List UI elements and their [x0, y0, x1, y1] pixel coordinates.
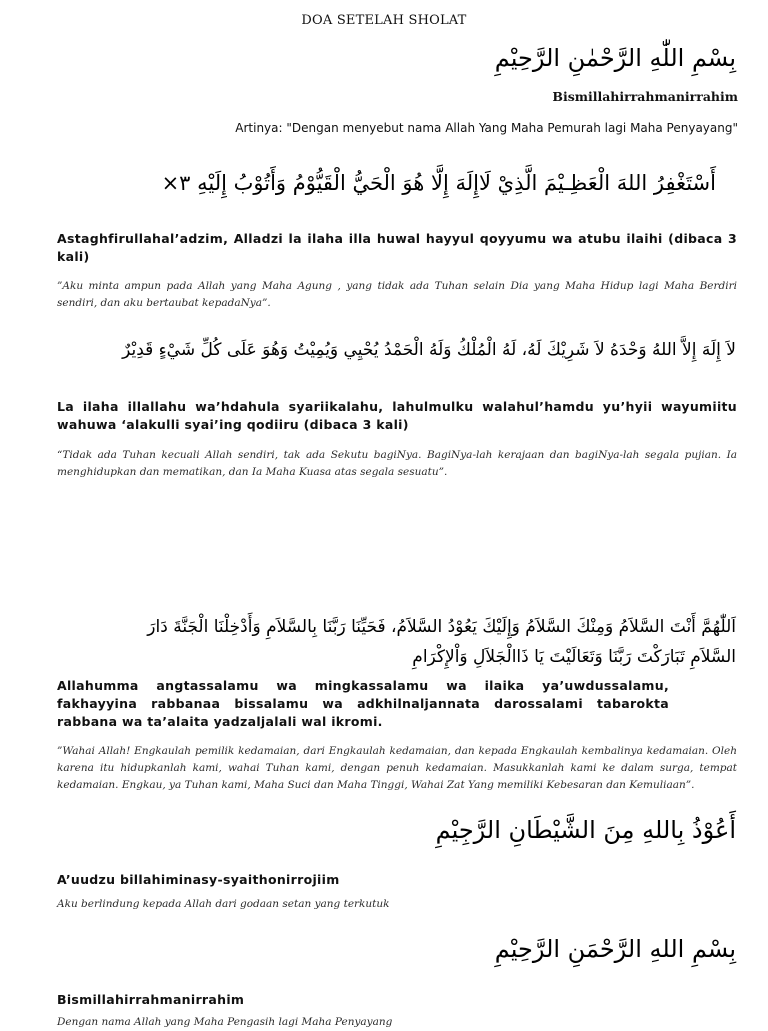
section-4-latin: A’uudzu billahiminasy-syaithonirrojiim: [57, 872, 340, 887]
intro-arabic: بِسْمِ اللّٰهِ الرَّحْمٰنِ الرَّحِيْمِ: [494, 44, 736, 72]
section-4-translation: Aku berlindung kepada Allah dari godaan setan yang terkutuk: [57, 898, 390, 910]
intro-latin: Bismillahirrahmanirrahim: [552, 89, 738, 104]
section-2-latin: La ilaha illallahu wa’hdahula syariikalahu, lahulmulku walahul’hamdu yu’hyii wayumiitu wahuwa ‘alakulli syai’ing qodiiru (dibaca 3 kali): [57, 399, 737, 432]
intro-meaning: Artinya: "Dengan menyebut nama Allah Yang Maha Pemurah lagi Maha Penyayang": [235, 121, 738, 135]
document-title: DOA SETELAH SHOLAT: [301, 13, 467, 28]
section-5-translation: Dengan nama Allah yang Maha Pengasih lagi Maha Penyayang: [57, 1016, 393, 1028]
section-3-arabic: اَللّٰهُمَّ أَنْتَ السَّلاَمُ وَمِنْكَ السَّلاَمُ وَإِلَيْكَ يَعُوْدُ السَّلاَمُ، فَحَيِّنَا رَبَّنَا بِالسَّلاَمِ وَأَدْخِلْنَا الْجَنَّةَ دَارَ السَّلاَمِ تَبَارَكْتَ رَبَّنَا وَتَعَالَيْتَ يَا ذَاالْجَلاَلِ وَاْلإِكْرَامِ: [147, 617, 736, 667]
section-2-arabic: لاَ إِلَهَ إِلاَّ اللهُ وَحْدَهُ لاَ شَرِيْكَ لَهُ، لَهُ الْمُلْكُ وَلَهُ الْحَمْدُ يُحْيِي وَيُمِيْتُ وَهُوَ عَلَى كُلِّ شَيْءٍ قَدِيْرٌ: [122, 340, 736, 360]
section-1-latin: Astaghfirullahal’adzim, Alladzi la ilaha illa huwal hayyul qoyyumu wa atubu ilaihi (dibaca 3 kali): [57, 231, 737, 264]
section-2-translation: “Tidak ada Tuhan kecuali Allah sendiri, tak ada Sekutu bagiNya. BagiNya-lah kerajaan dan bagiNya-lah segala pujian. Ia menghidupkan dan mematikan, dan Ia Maha Kuasa atas segala sesuatu”.: [57, 449, 737, 478]
section-5-latin: Bismillahirrahmanirrahim: [57, 992, 245, 1007]
section-5-arabic: بِسْمِ اللهِ الرَّحْمَنِ الرَّحِيْمِ: [494, 935, 736, 963]
section-4-arabic: أَعُوْذُ بِاللهِ مِنَ الشَّيْطَانِ الرَّجِيْمِ: [435, 816, 736, 844]
section-1-arabic: أَسْتَغْفِرُ اللهَ الْعَظِـيْمَ الَّذِيْ لَاإِلَهَ إِلَّا هُوَ الْحَيُّ الْقَيُّوْمُ وَأَتُوْبُ إِلَيْهِ ٣×: [161, 171, 716, 195]
section-3-translation: ”Wahai Allah! Engkaulah pemilik kedamaian, dari Engkaulah kedamaian, dan kepada Engkaulah kembalinya kedamaian. Oleh karena itu hidupkanlah kami, wahai Tuhan kami, dengan penuh kedamaian. Masukkanlah kami ke dalam surga, tempat kedamaian. Engkau, ya Tuhan kami, Maha Suci dan Maha Tinggi, Wahai Zat Yang memiliki Kebesaran dan Kemuliaan”.: [57, 745, 737, 791]
section-1-translation: ”Aku minta ampun pada Allah yang Maha Agung , yang tidak ada Tuhan selain Dia yang Maha Hidup lagi Maha Berdiri sendiri, dan aku bertaubat kepadaNya”.: [57, 280, 737, 309]
section-3-latin: Allahumma angtassalamu wa mingkassalamu wa ilaika ya’uwdussalamu, fakhayyina rabbanaa bissalamu wa adkhilnaljannata darossalami tabarokta rabbana wa ta’alaita yadzaljalali wal ikromi.: [57, 678, 669, 729]
